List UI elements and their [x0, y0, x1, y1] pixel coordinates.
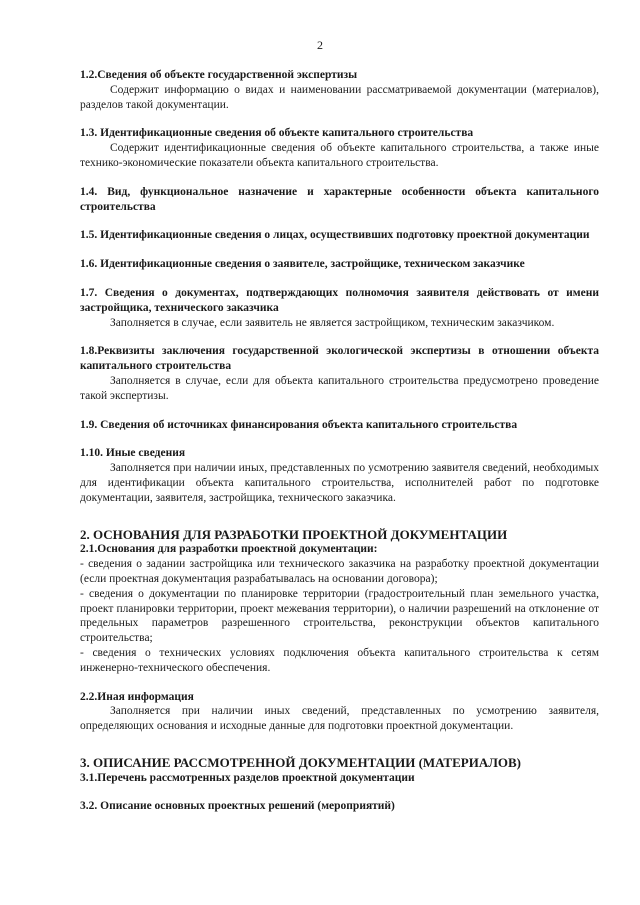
page-number: 2: [317, 38, 323, 52]
section-heading: 1.8.Реквизиты заключения государственной экологической экспертизы в отношении объекта капитального строительства: [80, 345, 599, 373]
chapter-title: 2. ОСНОВАНИЯ ДЛЯ РАЗРАБОТКИ ПРОЕКТНОЙ ДОКУМЕНТАЦИИ: [80, 526, 508, 542]
section-heading: 3.1.Перечень рассмотренных разделов проектной документации: [80, 771, 415, 784]
section-paragraph: Заполняется при наличии иных сведений, представленных по усмотрению заявителя, определяющих основания и исходные данные для подготовки проектной документации.: [80, 705, 599, 733]
section-heading: 1.5. Идентификационные сведения о лицах, осуществивших подготовку проектной документации: [80, 229, 590, 242]
section-heading: 1.3. Идентификационные сведения об объекте капитального строительства: [80, 127, 474, 140]
section-paragraph: Содержит идентификационные сведения об объекте капитального строительства, а также иные технико-экономические показатели объекта капитального строительства.: [80, 142, 599, 169]
list-item: - сведения о технических условиях подключения объекта капитального строительства к сетям инженерно-технического обеспечения.: [80, 646, 599, 674]
section-paragraph: Содержит информацию о видах и наименовании рассматриваемой документации (материалов), разделов такой документации.: [80, 83, 599, 111]
section-paragraph: Заполняется в случае, если для объекта капитального строительства предусмотрено проведение такой экспертизы.: [80, 374, 599, 402]
list-item: - сведения о документации по планировке территории (градостроительный план земельного участка, проект планировки территории, проект межевания территории), о наличии разрешений на отклонение от предельных параметров разрешенного строительства, реконструкции объектов капитального строительства;: [80, 587, 599, 645]
section-heading: 2.2.Иная информация: [80, 690, 194, 703]
section-paragraph: Заполняется в случае, если заявитель не является застройщиком, техническим заказчиком.: [110, 316, 555, 329]
section-heading: 1.9. Сведения об источниках финансирования объекта капитального строительства: [80, 418, 518, 431]
section-heading: 1.2.Сведения об объекте государственной экспертизы: [80, 69, 358, 81]
section-heading: 1.4. Вид, функциональное назначение и характерные особенности объекта капитального строительства: [80, 185, 599, 213]
list-item: - сведения о задании застройщика или технического заказчика на разработку проектной документации (если проектная документация разрабатывалась на основании договора);: [80, 558, 599, 585]
section-heading: 1.6. Идентификационные сведения о заявителе, застройщике, техническом заказчике: [80, 258, 525, 271]
section-paragraph: Заполняется при наличии иных, представленных по усмотрению заявителя сведений, необходимых для идентификации объекта капитального строительства, исполнителей работ по подготовке документации, заявителя, застройщика, технического заказчика.: [80, 462, 599, 504]
section-heading: 1.10. Иные сведения: [80, 447, 186, 460]
section-heading: 2.1.Основания для разработки проектной документации:: [80, 543, 378, 556]
document-body: [80, 68, 599, 814]
chapter-title: 3. ОПИСАНИЕ РАССМОТРЕННОЙ ДОКУМЕНТАЦИИ (МАТЕРИАЛОВ): [80, 754, 522, 770]
section-heading: 1.7. Сведения о документах, подтверждающих полномочия заявителя действовать от имени застройщика, технического заказчика: [80, 286, 599, 314]
section-heading: 3.2. Описание основных проектных решений (мероприятий): [80, 800, 395, 813]
